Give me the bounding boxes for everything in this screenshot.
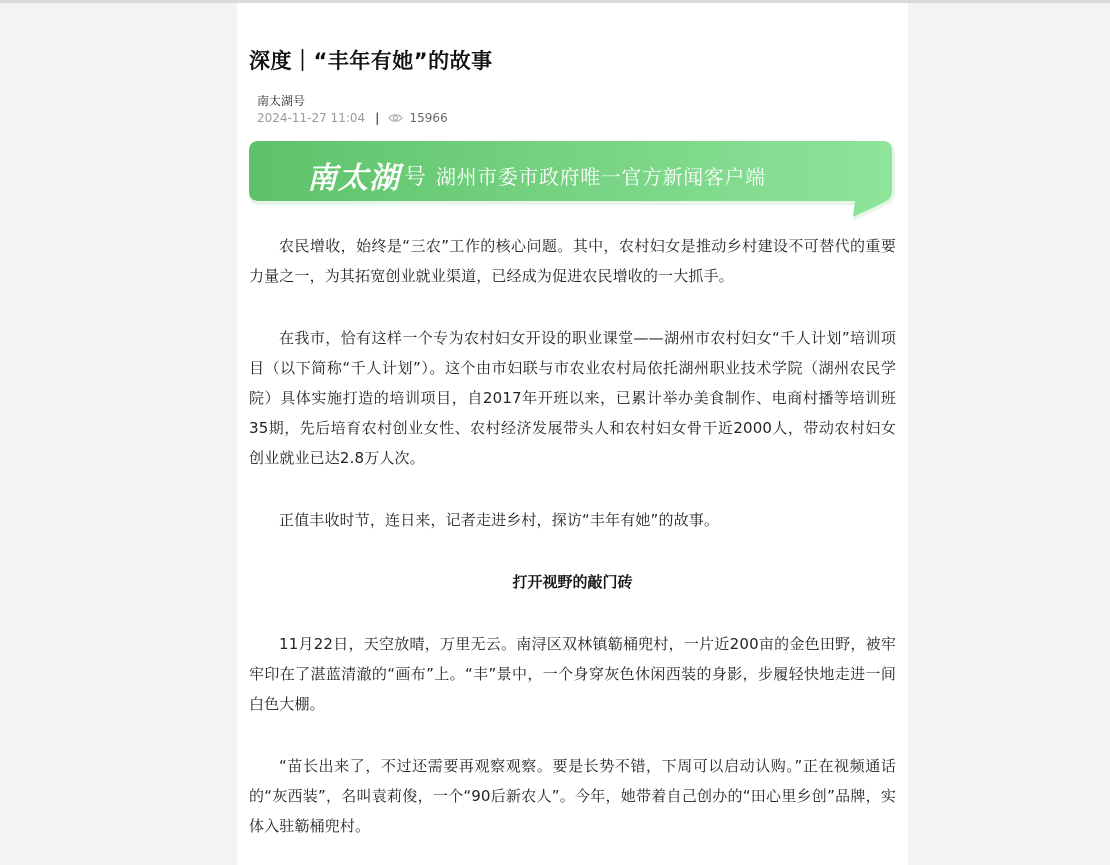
publish-datetime: 2024-11-27 11:04 (257, 111, 366, 125)
paragraph: 农民增收，始终是“三农”工作的核心问题。其中，农村妇女是推动乡村建设不可替代的重要力量之一，为其拓宽创业就业渠道，已经成为促进农民增收的一大抓手。 (249, 237, 896, 285)
paragraph: 在我市，恰有这样一个专为农村妇女开设的职业课堂——湖州市农村妇女“千人计划”培训项目（以下简称“千人计划”）。这个由市妇联与市农业农村局依托湖州职业技术学院（湖州农民学院）具体实施打造的培训项目，自2017年开班以来，已累计举办美食制作、电商村播等培训班35期，先后培育农村创业女性、农村经济发展带头人和农村妇女骨干近2000人，带动农村妇女创业就业已达2.8万人次。 (249, 329, 896, 467)
brand-banner (249, 141, 896, 223)
paragraph: 正值丰收时节，连日来，记者走进乡村，探访“丰年有她”的故事。 (279, 511, 720, 529)
paragraph: “苗长出来了，不过还需要再观察观察。要是长势不错，下周可以启动认购。”正在视频通话的“灰西装”，名叫袁莉俊，一个“90后新农人”。今年，她带着自己创办的“田心里乡创”品牌，实体入驻簕桶兜村。 (249, 757, 896, 835)
article-title: 深度｜“丰年有她”的故事 (249, 49, 493, 73)
brand-logo-text: 南太湖 (307, 161, 400, 196)
brand-hao-text: 号 (404, 164, 427, 190)
meta-separator: | (375, 111, 380, 125)
eye-icon (388, 113, 403, 123)
banner-brand (307, 155, 766, 195)
article-page (237, 3, 908, 865)
section-heading: 打开视野的敲门砖 (512, 573, 633, 591)
article-meta (257, 111, 448, 125)
paragraph: 11月22日，天空放晴，万里无云。南浔区双林镇簕桶兜村，一片近200亩的金色田野，被牢牢印在了湛蓝清澈的“画布”上。“丰”景中，一个身穿灰色休闲西装的身影，步履轻快地走进一间白色大棚。 (249, 635, 896, 713)
banner-slogan: 湖州市委市政府唯一官方新闻客户端 (436, 164, 766, 189)
article-body (249, 231, 896, 865)
author-name[interactable]: 南太湖号 (257, 94, 306, 108)
view-count: 15966 (409, 111, 448, 125)
